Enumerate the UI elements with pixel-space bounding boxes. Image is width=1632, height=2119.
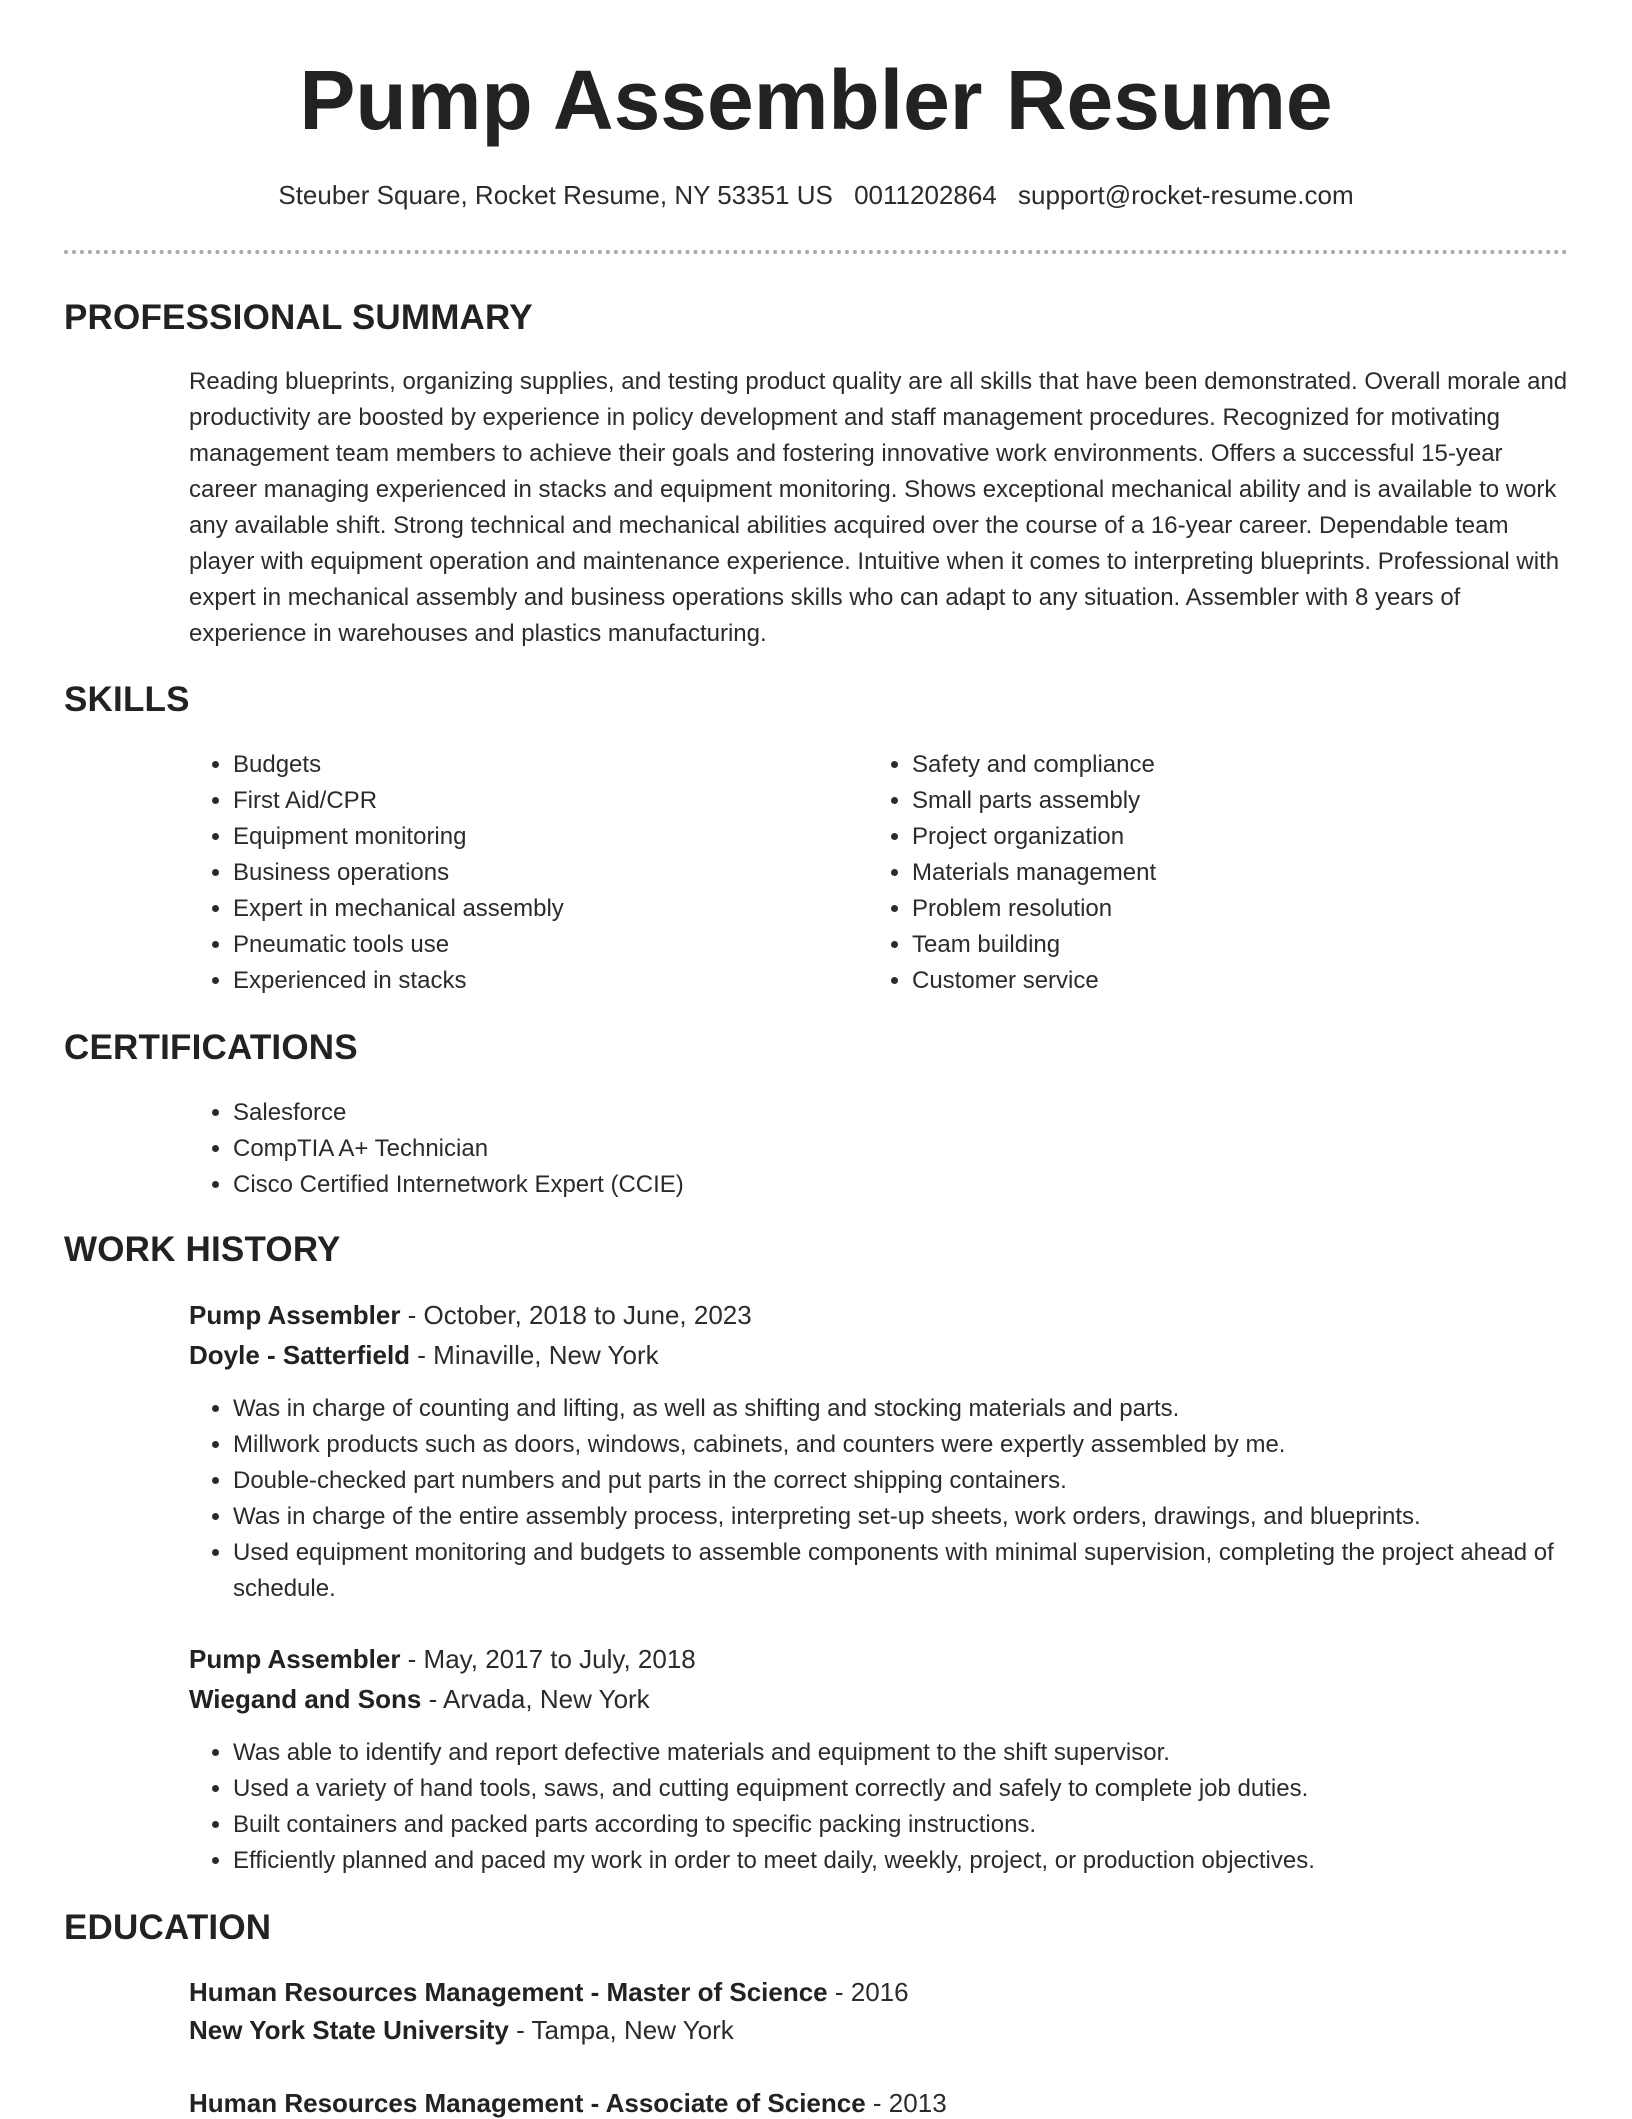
list-item: • Budgets xyxy=(233,747,873,783)
job-duties-list xyxy=(189,1735,1569,1879)
list-item: • Customer service xyxy=(912,963,1552,999)
job-duties-list xyxy=(189,1391,1569,1607)
education-degree: Human Resources Management - Master of Science xyxy=(189,1977,828,2007)
education-degree-line xyxy=(189,2088,947,2119)
job-title-line xyxy=(189,1644,696,1675)
summary-heading: PROFESSIONAL SUMMARY xyxy=(64,298,533,337)
education-school: New York State University xyxy=(189,2015,509,2045)
job-company: Wiegand and Sons xyxy=(189,1684,422,1714)
contact-phone: 0011202864 xyxy=(854,180,997,210)
job-dates: - May, 2017 to July, 2018 xyxy=(400,1644,696,1674)
education-year: - 2016 xyxy=(827,1977,909,2007)
job-dates: - October, 2018 to June, 2023 xyxy=(400,1300,752,1330)
list-item: • Used equipment monitoring and budgets to assemble components with minimal supervision, completing the project ahead of schedule. xyxy=(233,1535,1569,1607)
list-item: • Project organization xyxy=(912,819,1552,855)
certifications-list xyxy=(189,1095,1533,1203)
work-history-heading: WORK HISTORY xyxy=(64,1230,341,1269)
list-item: • Pneumatic tools use xyxy=(233,927,873,963)
list-item: • Used a variety of hand tools, saws, and cutting equipment correctly and safely to complete job duties. xyxy=(233,1771,1569,1807)
contact-email: support@rocket-resume.com xyxy=(1018,180,1354,210)
list-item: • Was able to identify and report defective materials and equipment to the shift supervisor. xyxy=(233,1735,1569,1771)
job-location: - Minaville, New York xyxy=(410,1340,659,1370)
list-item: • Was in charge of counting and lifting, as well as shifting and stocking materials and parts. xyxy=(233,1391,1569,1427)
job-title: Pump Assembler xyxy=(189,1644,401,1674)
education-degree: Human Resources Management - Associate of Science xyxy=(189,2088,866,2118)
education-year: - 2013 xyxy=(865,2088,947,2118)
education-heading: EDUCATION xyxy=(64,1908,272,1947)
skills-heading: SKILLS xyxy=(64,680,190,719)
skills-list-right xyxy=(868,747,1552,999)
summary-text: Reading blueprints, organizing supplies, and testing product quality are all skills that have been demonstrated. Overall morale and productivity are boosted by experience in policy development and staff management procedures. Recognized for motivating management team members to achieve their goals and fostering innovative work environments. Offers a successful 15-year career managing experienced in stacks and equipment monitoring. Shows exceptional mechanical ability and is available to work any available shift. Strong technical and mechanical abilities acquired over the course of a 16-year career. Dependable team player with equipment operation and maintenance experience. Intuitive when it comes to interpreting blueprints. Professional with expert in mechanical assembly and business operations skills who can adapt to any situation. Assembler with 8 years of experience in warehouses and plastics manufacturing. xyxy=(189,368,1568,647)
certifications-heading: CERTIFICATIONS xyxy=(64,1028,358,1067)
skills-list-left xyxy=(189,747,873,999)
list-item: • Expert in mechanical assembly xyxy=(233,891,873,927)
contact-line xyxy=(0,180,1632,211)
job-location: - Arvada, New York xyxy=(421,1684,650,1714)
list-item: • Small parts assembly xyxy=(912,783,1552,819)
list-item: • Cisco Certified Internetwork Expert (CCIE) xyxy=(233,1167,1533,1203)
list-item: • Double-checked part numbers and put parts in the correct shipping containers. xyxy=(233,1463,1569,1499)
job-title: Pump Assembler xyxy=(189,1300,401,1330)
list-item: • Salesforce xyxy=(233,1095,1533,1131)
job-company: Doyle - Satterfield xyxy=(189,1340,411,1370)
list-item: • Built containers and packed parts according to specific packing instructions. xyxy=(233,1807,1569,1843)
list-item: • Efficiently planned and paced my work in order to meet daily, weekly, project, or production objectives. xyxy=(233,1843,1569,1879)
list-item: • Problem resolution xyxy=(912,891,1552,927)
job-company-line xyxy=(189,1684,650,1715)
list-item: • First Aid/CPR xyxy=(233,783,873,819)
education-degree-line xyxy=(189,1977,909,2008)
education-school-line xyxy=(189,2015,734,2046)
list-item: • Materials management xyxy=(912,855,1552,891)
list-item: • Millwork products such as doors, windows, cabinets, and counters were expertly assembled by me. xyxy=(233,1427,1569,1463)
contact-address: Steuber Square, Rocket Resume, NY 53351 US xyxy=(278,180,833,210)
job-title-line xyxy=(189,1300,752,1331)
job-company-line xyxy=(189,1340,659,1371)
list-item: • Safety and compliance xyxy=(912,747,1552,783)
education-location: - Tampa, New York xyxy=(508,2015,734,2045)
resume-title: Pump Assembler Resume xyxy=(299,53,1333,147)
header-divider xyxy=(64,250,1568,254)
list-item: • Experienced in stacks xyxy=(233,963,873,999)
list-item: • Was in charge of the entire assembly process, interpreting set-up sheets, work orders, drawings, and blueprints. xyxy=(233,1499,1569,1535)
list-item: • Team building xyxy=(912,927,1552,963)
list-item: • CompTIA A+ Technician xyxy=(233,1131,1533,1167)
list-item: • Equipment monitoring xyxy=(233,819,873,855)
list-item: • Business operations xyxy=(233,855,873,891)
